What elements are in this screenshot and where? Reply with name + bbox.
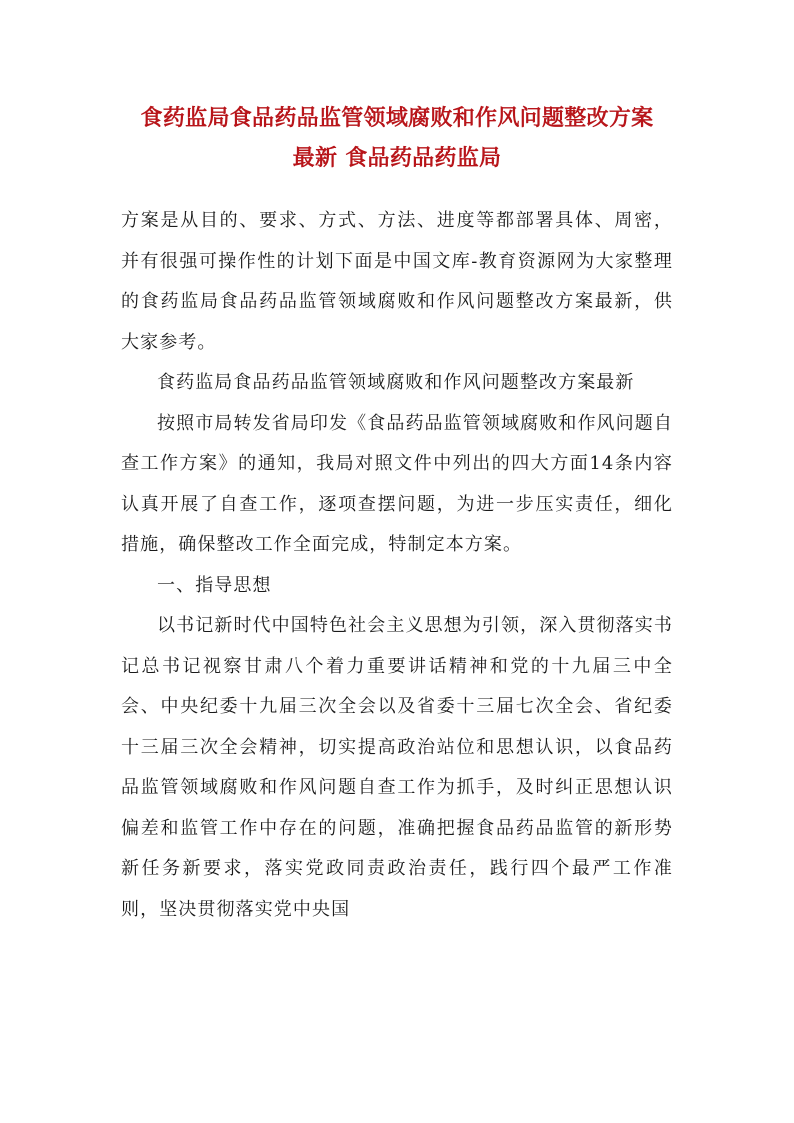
intro-paragraph: 方案是从目的、要求、方式、方法、进度等都部署具体、周密，并有很强可操作性的计划下面是中国文库-教育资源网为大家整理的食药监局食品药品监管领域腐败和作风问题整改方案最新，供大家参考。 — [121, 210, 673, 353]
document-title-line-2: 最新 食品药品药监局 — [292, 145, 502, 171]
subtitle-paragraph: 食药监局食品药品监管领域腐败和作风问题整改方案最新 — [157, 372, 635, 393]
background-paragraph: 按照市局转发省局印发《食品药品监管领域腐败和作风问题自查工作方案》的通知，我局对照文件中列出的四大方面14条内容认真开展了自查工作，逐项查摆问题，为进一步压实责任，细化措施，确保整改工作全面完成，特制定本方案。 — [121, 412, 673, 555]
document-title-line-1: 食药监局食品药品监管领域腐败和作风问题整改方案 — [140, 105, 654, 131]
guiding-ideology-paragraph: 以书记新时代中国特色社会主义思想为引领，深入贯彻落实书记总书记视察甘肃八个着力重要讲话精神和党的十九届三中全会、中央纪委十九届三次全会以及省委十三届七次全会、省纪委十三届三次全会精神，切实提高政治站位和思想认识，以食品药品监管领域腐败和作风问题自查工作为抓手，及时纠正思想认识偏差和监管工作中存在的问题，准确把握食品药品监管的新形势新任务新要求，落实党政同责政治责任，践行四个最严工作准则，坚决贯彻落实党中央国 — [121, 615, 673, 920]
document-body — [121, 201, 673, 930]
section-heading-guiding-ideology: 一、指导思想 — [157, 574, 272, 596]
